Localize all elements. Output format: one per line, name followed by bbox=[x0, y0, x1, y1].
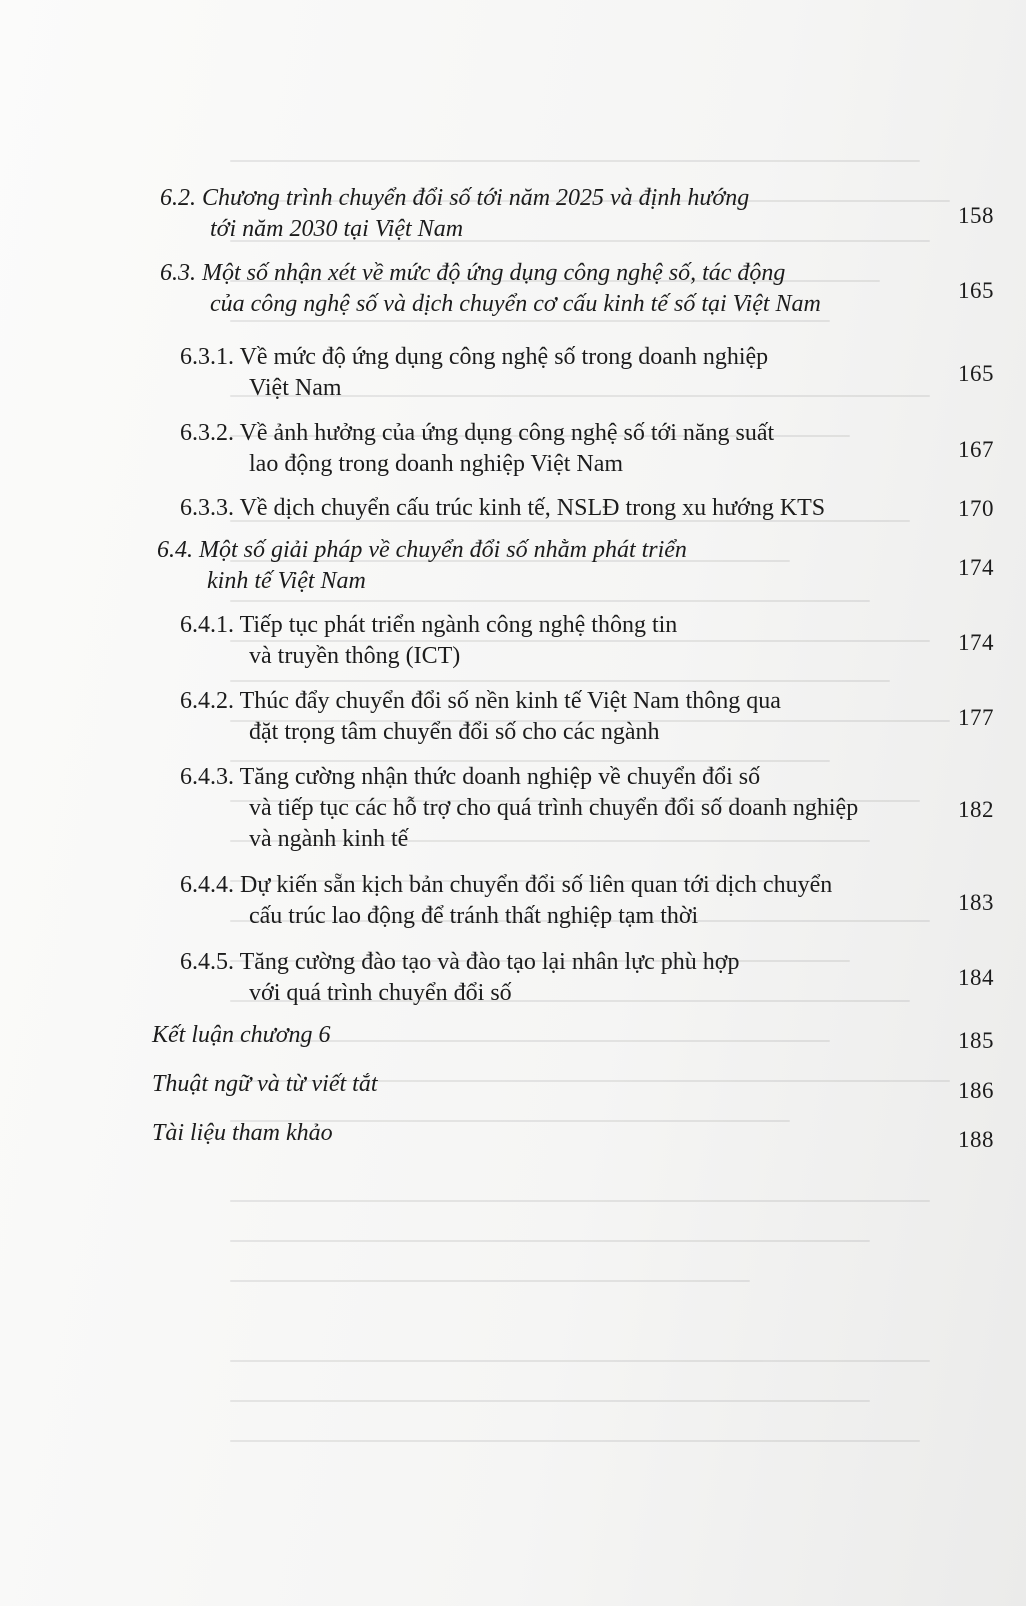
toc-entry-text: của công nghệ số và dịch chuyển cơ cấu kinh tế số tại Việt Nam bbox=[210, 291, 821, 317]
toc-page-number: 165 bbox=[958, 361, 994, 386]
toc-page-number: 183 bbox=[958, 890, 994, 915]
toc-page-number: 185 bbox=[958, 1028, 994, 1053]
toc-page-number-wrap bbox=[934, 1124, 994, 1155]
toc-entry-6-2 bbox=[160, 183, 749, 245]
toc-page-number-wrap bbox=[934, 493, 994, 524]
toc-entry-text: Kết luận chương 6 bbox=[152, 1022, 331, 1048]
toc-entry-6-4-4 bbox=[180, 870, 832, 932]
toc-entry-text: và truyền thông (ICT) bbox=[249, 643, 461, 669]
toc-page-number: 167 bbox=[958, 437, 994, 462]
toc-page-number-wrap bbox=[934, 794, 994, 825]
toc-entry-6-3-2 bbox=[180, 418, 774, 480]
toc-entry-text: đặt trọng tâm chuyển đổi số cho các ngành bbox=[249, 719, 660, 745]
toc-page-number: 177 bbox=[958, 705, 994, 730]
toc-entry-6-3 bbox=[160, 258, 821, 320]
toc-entry-text: 6.3. Một số nhận xét về mức độ ứng dụng công nghệ số, tác động bbox=[160, 260, 786, 286]
toc-entry-text: 6.4.2. Thúc đẩy chuyển đổi số nền kinh tế Việt Nam thông qua bbox=[180, 688, 781, 714]
toc-page-number: 165 bbox=[958, 278, 994, 303]
toc-entry-thuat-ngu bbox=[152, 1069, 378, 1100]
toc-page-number: 170 bbox=[958, 496, 994, 521]
toc-entry-text: 6.4.3. Tăng cường nhận thức doanh nghiệp về chuyển đổi số bbox=[180, 764, 761, 790]
toc-page-number: 186 bbox=[958, 1078, 994, 1103]
toc-entry-text: và tiếp tục các hỗ trợ cho quá trình chuyển đổi số doanh nghiệp bbox=[249, 795, 859, 821]
toc-entry-text: Thuật ngữ và từ viết tắt bbox=[152, 1071, 378, 1097]
toc-entry-6-4-5 bbox=[180, 947, 740, 1009]
toc-page-number: 182 bbox=[958, 797, 994, 822]
toc-entry-text: với quá trình chuyển đổi số bbox=[249, 980, 512, 1006]
toc-entry-6-4 bbox=[157, 535, 687, 597]
toc-page-number: 174 bbox=[958, 630, 994, 655]
toc-entry-text: Việt Nam bbox=[249, 375, 342, 401]
toc-entry-text: kinh tế Việt Nam bbox=[207, 568, 366, 594]
toc-entry-text: 6.3.3. Về dịch chuyển cấu trúc kinh tế, NSLĐ trong xu hướng KTS bbox=[180, 495, 826, 521]
toc-entry-text: 6.2. Chương trình chuyển đổi số tới năm 2025 và định hướng bbox=[160, 185, 750, 211]
toc-page-number-wrap bbox=[934, 200, 994, 231]
toc-entry-text: 6.3.1. Về mức độ ứng dụng công nghệ số trong doanh nghiệp bbox=[180, 344, 769, 370]
toc-entry-text: lao động trong doanh nghiệp Việt Nam bbox=[249, 451, 624, 477]
toc-page-number: 174 bbox=[958, 555, 994, 580]
toc-entry-text: và ngành kinh tế bbox=[249, 826, 409, 852]
toc-entry-6-3-3 bbox=[180, 493, 825, 524]
toc-page-number-wrap bbox=[934, 887, 994, 918]
toc-entry-6-4-3 bbox=[180, 762, 858, 855]
toc-entry-tai-lieu bbox=[152, 1118, 333, 1149]
toc-entry-6-4-2 bbox=[180, 686, 781, 748]
toc-page-number: 188 bbox=[958, 1127, 994, 1152]
toc-page-number-wrap bbox=[934, 627, 994, 658]
toc-entry-text: cấu trúc lao động để tránh thất nghiệp tạm thời bbox=[249, 903, 699, 929]
toc-page-number: 184 bbox=[958, 965, 994, 990]
toc-entry-text: 6.4.5. Tăng cường đào tạo và đào tạo lại nhân lực phù hợp bbox=[180, 949, 740, 975]
toc-page-number-wrap bbox=[934, 358, 994, 389]
toc-entry-6-4-1 bbox=[180, 610, 677, 672]
toc-page-number-wrap bbox=[934, 1025, 994, 1056]
toc-entry-text: tới năm 2030 tại Việt Nam bbox=[210, 216, 464, 242]
toc-entry-text: 6.3.2. Về ảnh hưởng của ứng dụng công nghệ số tới năng suất bbox=[180, 420, 775, 446]
toc-page-number-wrap bbox=[934, 434, 994, 465]
toc-entry-6-3-1 bbox=[180, 342, 768, 404]
toc-page-number-wrap bbox=[934, 275, 994, 306]
toc-entry-text: 6.4.1. Tiếp tục phát triển ngành công nghệ thông tin bbox=[180, 612, 678, 638]
toc-page-number-wrap bbox=[934, 1075, 994, 1106]
toc-page-number: 158 bbox=[958, 203, 994, 228]
toc-page-number-wrap bbox=[934, 962, 994, 993]
toc-entry-text: 6.4. Một số giải pháp về chuyển đổi số nhằm phát triển bbox=[157, 537, 687, 563]
toc-page-number-wrap bbox=[934, 702, 994, 733]
toc-entry-text: 6.4.4. Dự kiến sẵn kịch bản chuyển đổi số liên quan tới dịch chuyển bbox=[180, 872, 833, 898]
toc-page-number-wrap bbox=[934, 552, 994, 583]
toc-entry-text: Tài liệu tham khảo bbox=[152, 1120, 333, 1146]
toc-entry-ket-luan bbox=[152, 1020, 331, 1051]
